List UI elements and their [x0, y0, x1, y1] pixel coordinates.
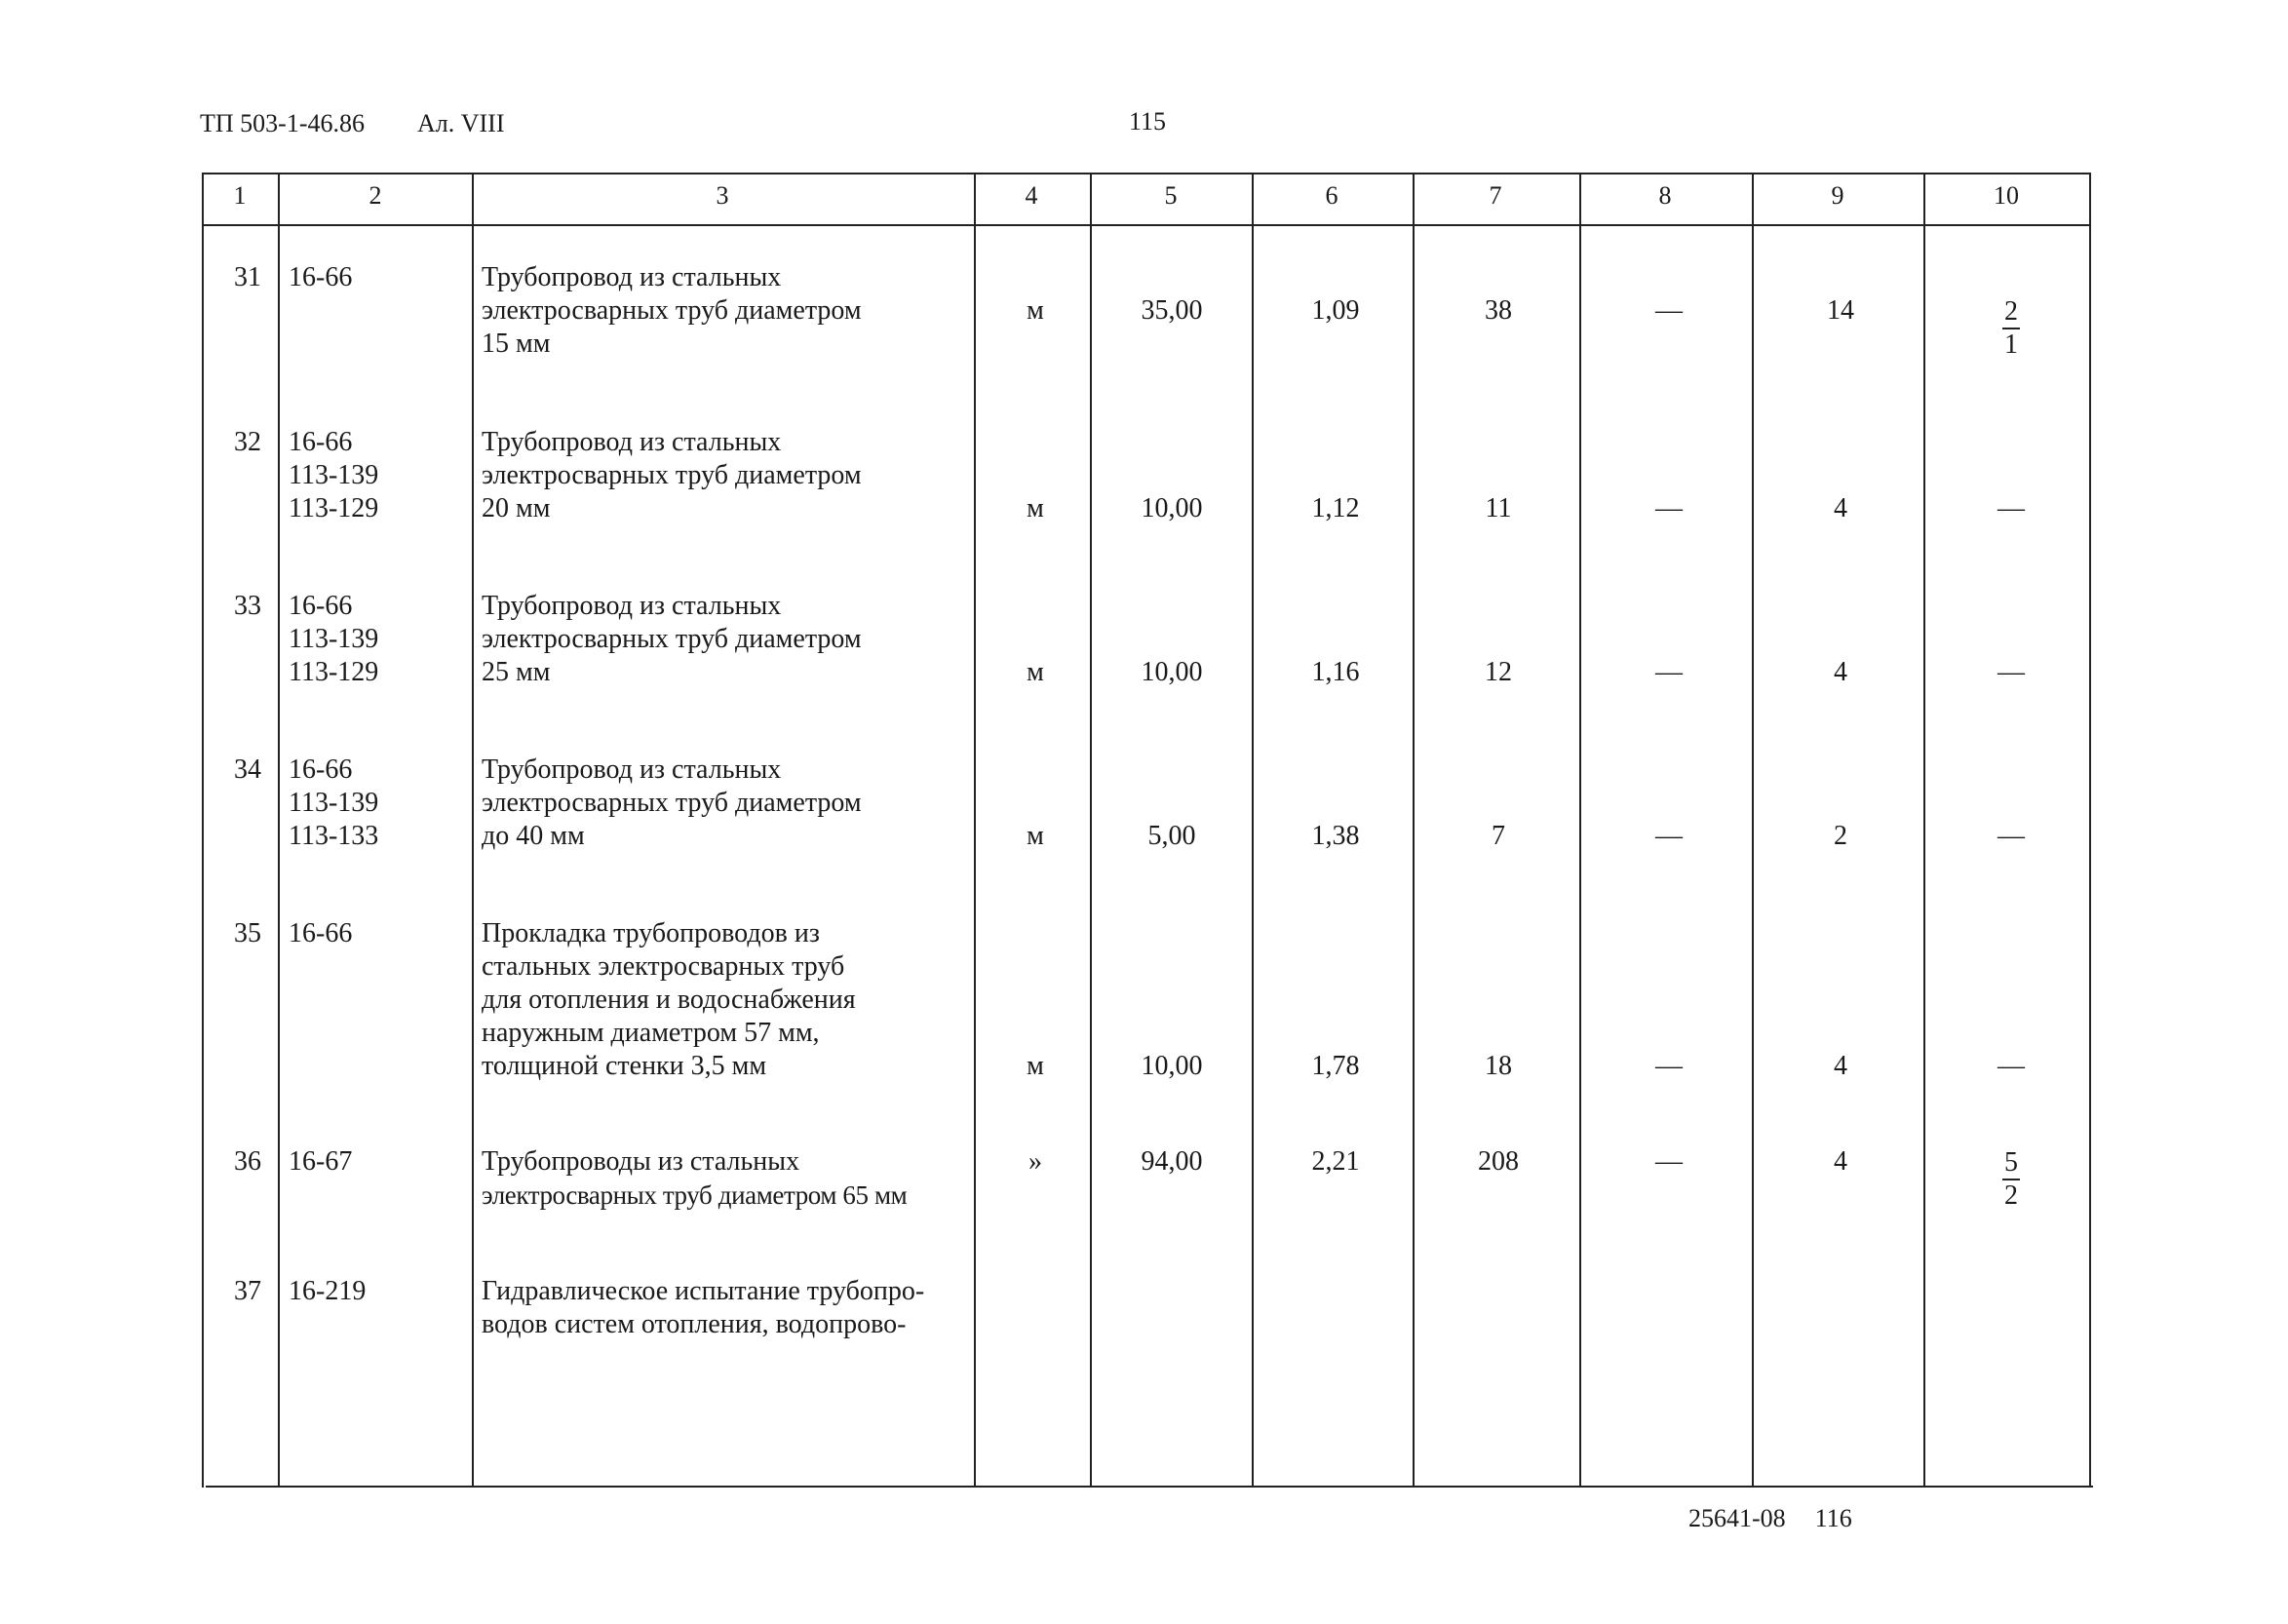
code-line: 16-66 [289, 427, 353, 457]
column-header-1: 1 [233, 181, 247, 210]
col10-fraction [2002, 296, 2020, 361]
description-line: электросварных труб диаметром [482, 624, 862, 654]
coefficient: 1,12 [1311, 493, 1360, 523]
inventory-number: 25641-08 [1688, 1504, 1786, 1532]
code-line: 16-66 [289, 918, 353, 948]
description-line: стальных электросварных труб [482, 951, 845, 982]
col9-value: 4 [1834, 1146, 1847, 1177]
description-line: электросварных труб диаметром [482, 460, 862, 490]
coefficient: 1,78 [1311, 1051, 1360, 1081]
column-header-4: 4 [1025, 181, 1038, 210]
col9-value: 4 [1834, 657, 1847, 687]
column-header-6: 6 [1325, 181, 1338, 210]
col10-value: — [1997, 1051, 2025, 1081]
column-header-7: 7 [1489, 181, 1502, 210]
document-code: ТП 503-1-46.86 [200, 109, 365, 137]
code-line: 113-133 [289, 821, 379, 851]
col7-value: 7 [1492, 821, 1505, 851]
code-line: 16-67 [289, 1146, 353, 1177]
unit: м [1027, 493, 1044, 523]
col7-value: 208 [1478, 1146, 1519, 1177]
col7-value: 18 [1485, 1051, 1512, 1081]
description-line: водов систем отопления, водопрово- [482, 1309, 907, 1339]
fraction-numerator: 2 [2002, 296, 2020, 329]
col8-value: — [1655, 821, 1683, 851]
code-line: 113-129 [289, 657, 379, 687]
unit: м [1027, 821, 1044, 851]
column-header-8: 8 [1658, 181, 1672, 210]
unit: м [1027, 295, 1044, 326]
col8-value: — [1655, 1146, 1683, 1177]
unit: м [1027, 1051, 1044, 1081]
description-line: электросварных труб диаметром [482, 295, 862, 326]
col9-value: 4 [1834, 1051, 1847, 1081]
description-line: 20 мм [482, 493, 551, 523]
coefficient: 2,21 [1311, 1146, 1360, 1177]
col10-value: — [1997, 657, 2025, 687]
description-line: Гидравлическое испытание трубопро- [482, 1276, 925, 1306]
col8-value: — [1655, 1051, 1683, 1081]
row-number: 36 [234, 1146, 261, 1177]
col9-value: 4 [1834, 493, 1847, 523]
page-number: 115 [1129, 107, 1167, 135]
column-header-2: 2 [368, 181, 382, 210]
row-number: 32 [234, 427, 261, 457]
quantity: 35,00 [1141, 295, 1203, 326]
footer-reference [1688, 1504, 1881, 1533]
quantity: 94,00 [1141, 1146, 1203, 1177]
code-line: 113-139 [289, 460, 379, 490]
col10-value: — [1997, 493, 2025, 523]
description-line: Прокладка трубопроводов из [482, 918, 820, 948]
row-number: 33 [234, 591, 261, 621]
row-number: 35 [234, 918, 261, 948]
description-line: Трубопровод из стальных [482, 591, 782, 621]
column-header-10: 10 [1994, 181, 2019, 210]
row-number: 34 [234, 754, 261, 785]
col8-value: — [1655, 295, 1683, 326]
col7-value: 11 [1485, 493, 1512, 523]
col8-value: — [1655, 657, 1683, 687]
quantity: 5,00 [1147, 821, 1196, 851]
code-line: 113-129 [289, 493, 379, 523]
column-header-9: 9 [1831, 181, 1844, 210]
col10-value: — [1997, 821, 2025, 851]
fraction-denominator: 1 [2004, 329, 2018, 360]
col9-value: 2 [1834, 821, 1847, 851]
quantity: 10,00 [1141, 657, 1203, 687]
code-line: 16-219 [289, 1276, 367, 1306]
description-line: Трубопровод из стальных [482, 754, 782, 785]
row-number: 37 [234, 1276, 261, 1306]
description-line: 25 мм [482, 657, 551, 687]
col7-value: 38 [1485, 295, 1512, 326]
description-line: Трубопровод из стальных [482, 427, 782, 457]
column-header-3: 3 [716, 181, 729, 210]
code-line: 16-66 [289, 754, 353, 785]
code-line: 113-139 [289, 788, 379, 818]
row-number: 31 [234, 262, 261, 292]
sheet-number: 116 [1814, 1504, 1852, 1532]
fraction-numerator: 5 [2002, 1147, 2020, 1180]
description-line: 15 мм [482, 329, 551, 359]
col10-fraction [2002, 1147, 2020, 1212]
col7-value: 12 [1485, 657, 1512, 687]
description-line: электросварных труб диаметром [482, 788, 862, 818]
unit: м [1027, 657, 1044, 687]
col8-value: — [1655, 493, 1683, 523]
code-line: 16-66 [289, 262, 353, 292]
description-line: Трубопроводы из стальных [482, 1146, 800, 1177]
coefficient: 1,16 [1311, 657, 1360, 687]
description-line: для отопления и водоснабжения [482, 985, 856, 1015]
col9-value: 14 [1827, 295, 1854, 326]
description-line: наружным диаметром 57 мм, [482, 1018, 820, 1048]
description-line: Трубопровод из стальных [482, 262, 782, 292]
code-line: 16-66 [289, 591, 353, 621]
coefficient: 1,09 [1311, 295, 1360, 326]
album-label: Ал. VIII [417, 109, 505, 137]
quantity: 10,00 [1141, 493, 1203, 523]
quantity: 10,00 [1141, 1051, 1203, 1081]
description-line: электросварных труб диаметром 65 мм [482, 1180, 908, 1210]
fraction-denominator: 2 [2004, 1180, 2018, 1211]
column-header-5: 5 [1164, 181, 1178, 210]
description-line: до 40 мм [482, 821, 585, 851]
code-line: 113-139 [289, 624, 379, 654]
unit: » [1028, 1146, 1042, 1177]
coefficient: 1,38 [1311, 821, 1360, 851]
description-line: толщиной стенки 3,5 мм [482, 1051, 767, 1081]
